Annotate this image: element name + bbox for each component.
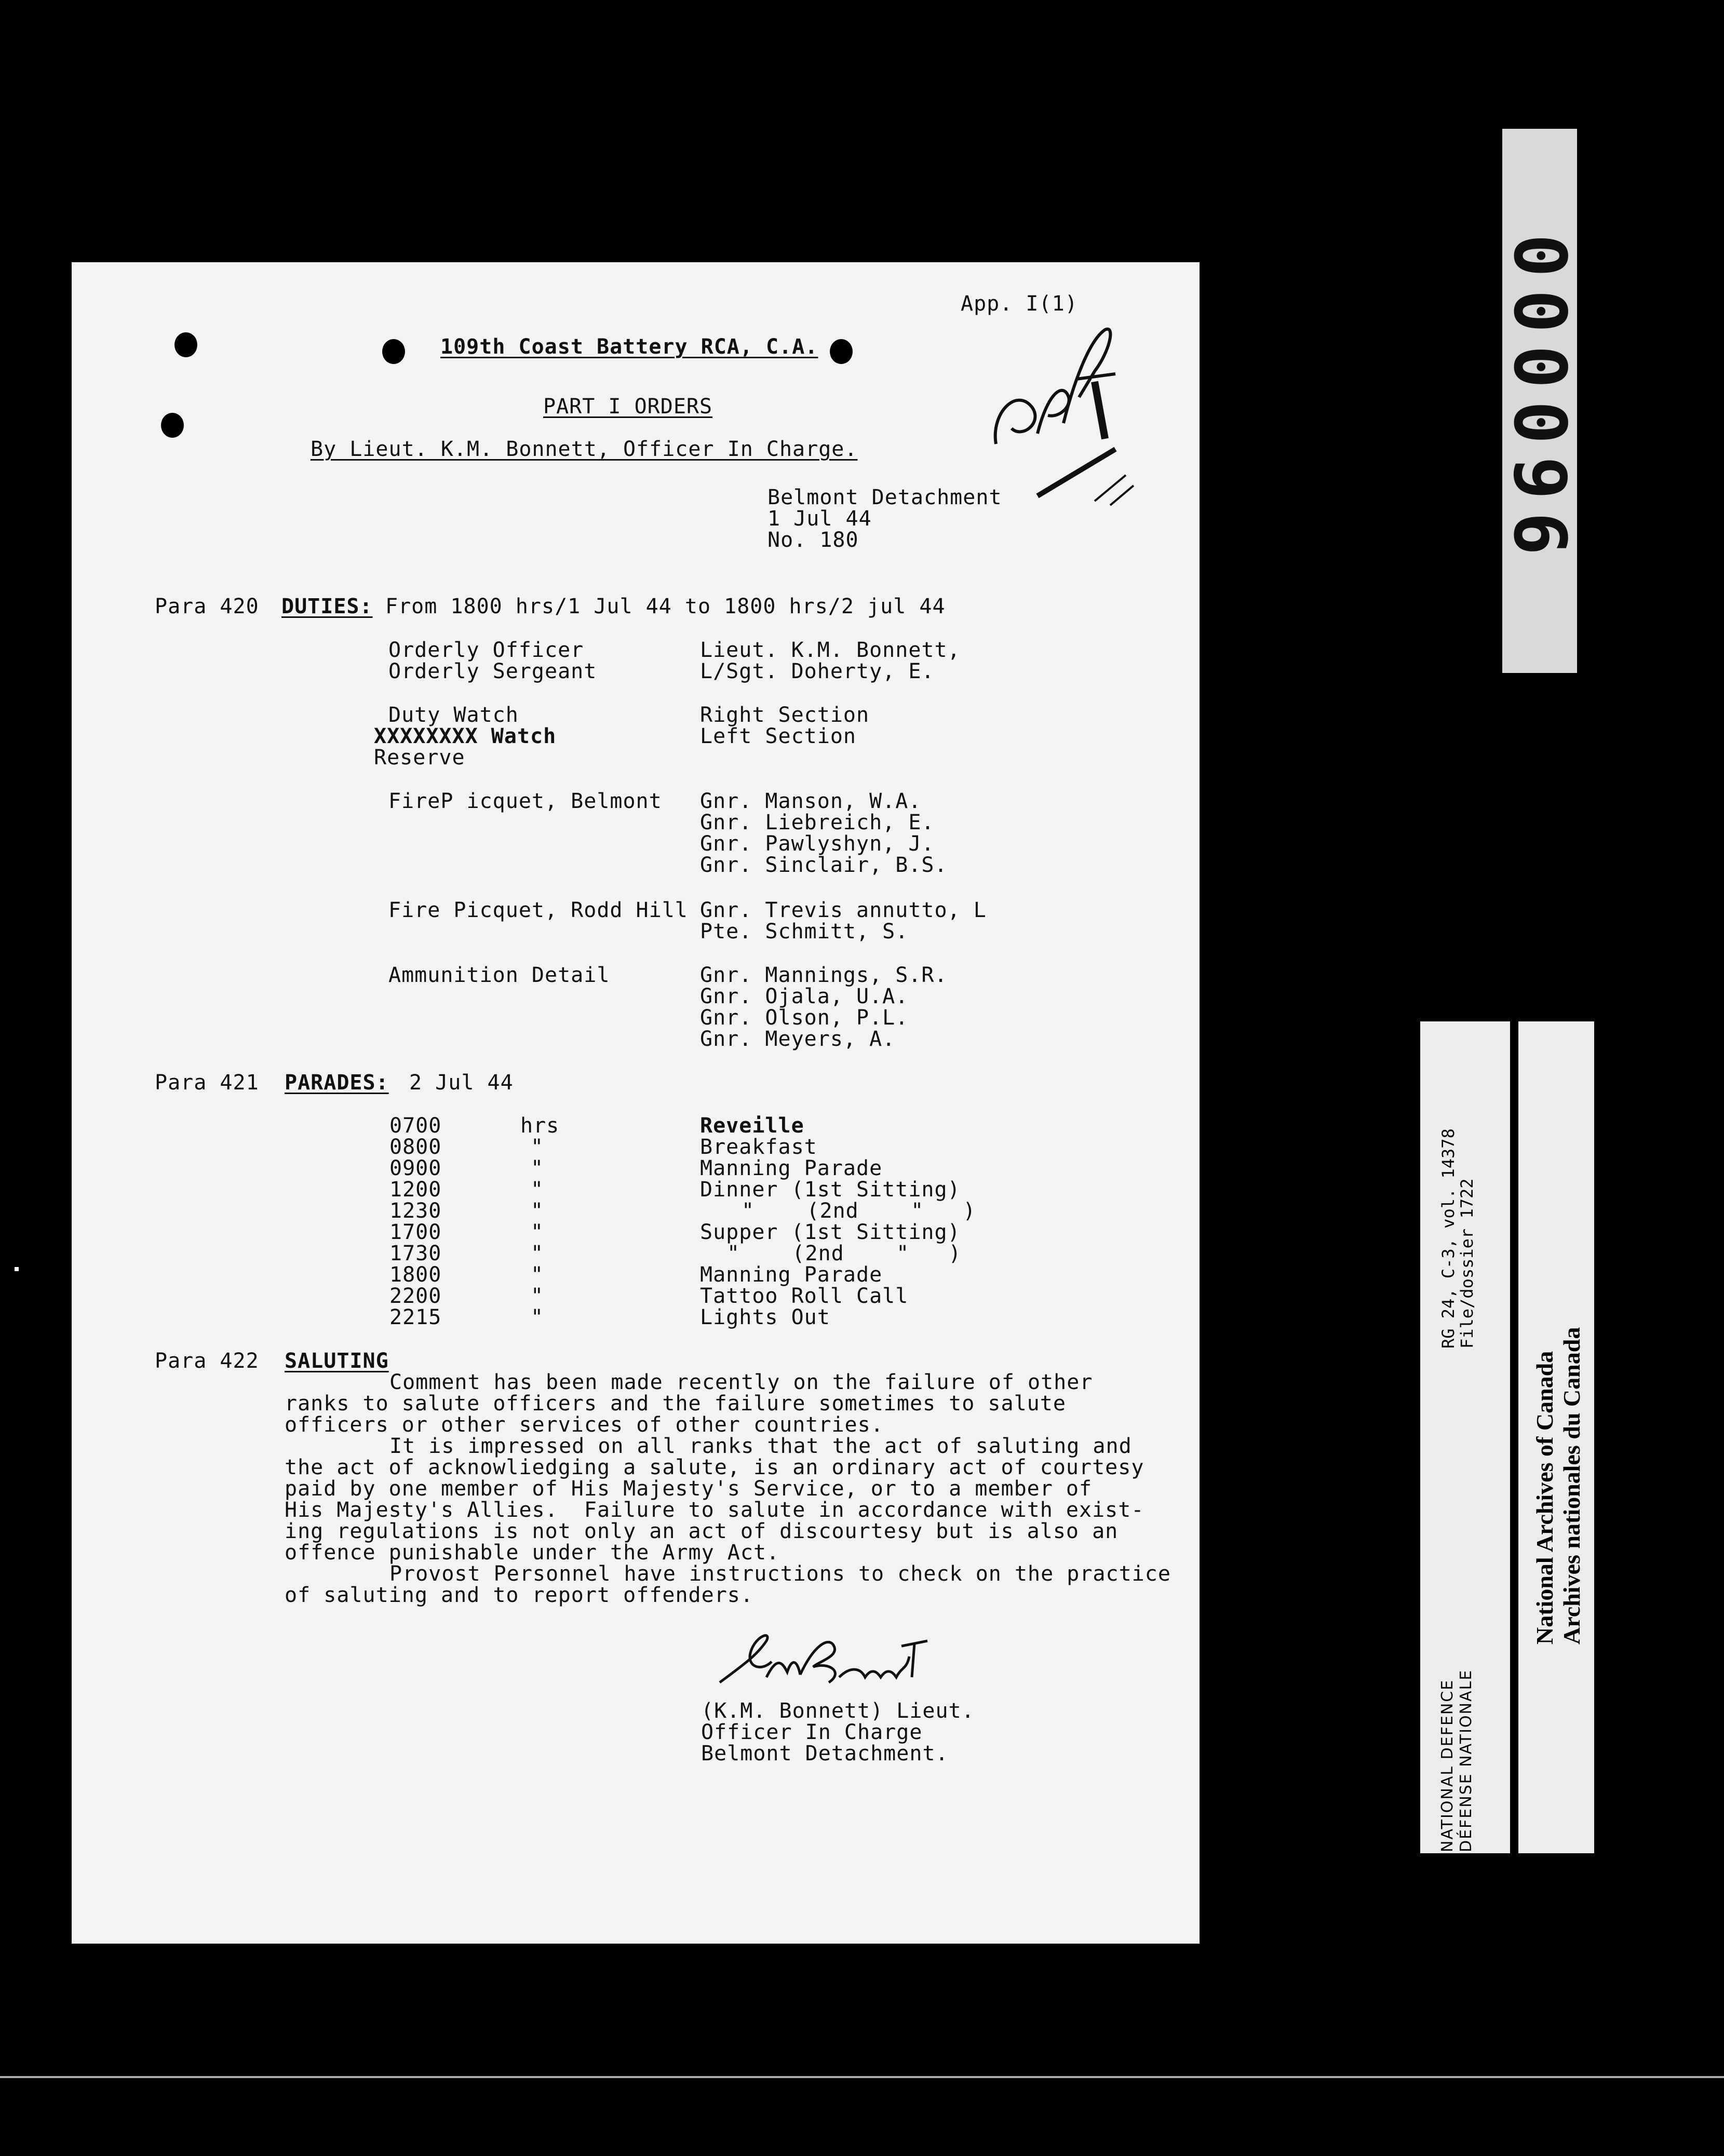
parade-event: " (2nd " ): [742, 1199, 976, 1223]
duty-role: Ammunition Detail: [388, 963, 610, 987]
handwritten-signature: [709, 1625, 938, 1698]
parade-unit: hrs: [520, 1114, 560, 1138]
unit-heading: 109th Coast Battery RCA, C.A.: [440, 335, 818, 359]
parade-time: 1230: [389, 1199, 442, 1223]
frame-number: 000096: [1498, 234, 1582, 568]
scan-artifact: [15, 1267, 19, 1271]
duty-name: L/Sgt. Doherty, E.: [700, 659, 935, 683]
parade-unit: ": [531, 1242, 544, 1265]
para-line: ranks to salute officers and the failure sometimes to salute: [285, 1392, 1066, 1416]
para-line: the act of acknowliedging a salute, is an ordinary act of courtesy: [285, 1456, 1144, 1479]
para-number: Para 422: [155, 1349, 259, 1373]
parade-unit: ": [531, 1199, 544, 1223]
parade-time: 2200: [389, 1284, 442, 1308]
duty-role: Orderly Officer: [388, 638, 584, 662]
archive-reference: File/dossier 1722: [1457, 1178, 1477, 1349]
para-number: Para 420: [155, 595, 259, 618]
order-date: 1 Jul 44: [767, 507, 872, 531]
order-number: No. 180: [767, 528, 859, 552]
para-line: offence punishable under the Army Act.: [285, 1541, 780, 1565]
department-name: NATIONAL DEFENCE: [1438, 1679, 1457, 1852]
archives-label: [1518, 1021, 1594, 1853]
part-heading: PART I ORDERS: [543, 395, 713, 419]
para-line: It is impressed on all ranks that the act of saluting and: [389, 1434, 1132, 1458]
para-line: Provost Personnel have instructions to check on the practice: [389, 1562, 1171, 1586]
duty-role: XXXXXXXX Watch: [374, 724, 557, 748]
parade-time: 0700: [389, 1114, 442, 1138]
archive-reference: RG 24, C-3, vol. 14378: [1438, 1128, 1458, 1349]
punch-hole: [161, 413, 184, 438]
para-number: Para 421: [155, 1071, 259, 1095]
archives-name: National Archives of Canada: [1531, 1351, 1558, 1645]
para-line: Comment has been made recently on the failure of other: [389, 1370, 1093, 1394]
duty-name: Gnr. Mannings, S.R.: [700, 963, 948, 987]
department-label: [1420, 1021, 1514, 1853]
annotation-text: Ref: [986, 319, 987, 320]
parade-time: 1200: [389, 1178, 442, 1202]
para-title: SALUTING: [285, 1349, 389, 1373]
para-line: officers or other services of other countries.: [285, 1413, 884, 1437]
duty-role: Orderly Sergeant: [388, 659, 597, 683]
handwritten-annotation: [986, 319, 1173, 506]
parade-unit: ": [531, 1135, 544, 1159]
parade-unit: ": [531, 1305, 544, 1329]
department-name: DÉFENSE NATIONALE: [1457, 1669, 1475, 1852]
punch-hole: [174, 332, 197, 357]
scan-edge-line: [0, 2076, 1724, 2078]
parade-unit: ": [531, 1156, 544, 1180]
parade-event: Reveille: [700, 1114, 804, 1138]
parade-event: Dinner (1st Sitting): [700, 1178, 961, 1202]
parade-event: Supper (1st Sitting): [700, 1220, 961, 1244]
label-divider: [1510, 1021, 1518, 1853]
document-page: [72, 262, 1200, 1944]
parade-time: 2215: [389, 1305, 442, 1329]
para-line: paid by one member of His Majesty's Service, or to a member of: [285, 1477, 1093, 1501]
duty-name: Lieut. K.M. Bonnett,: [700, 638, 961, 662]
signature-line: (K.M. Bonnett) Lieut.: [701, 1699, 975, 1723]
duty-name: Gnr. Pawlyshyn, J.: [700, 832, 935, 856]
signature-line: Belmont Detachment.: [701, 1742, 949, 1766]
parade-time: 0900: [389, 1156, 442, 1180]
duty-name: Gnr. Trevis annutto, L: [700, 898, 987, 922]
parade-time: 1700: [389, 1220, 442, 1244]
para-subtitle: From 1800 hrs/1 Jul 44 to 1800 hrs/2 jul 44: [385, 595, 946, 618]
detachment-location: Belmont Detachment: [767, 486, 1002, 509]
parade-time: 0800: [389, 1135, 442, 1159]
duty-role: Fire Picquet, Rodd Hill: [388, 898, 688, 922]
duty-name: Gnr. Meyers, A.: [700, 1027, 896, 1051]
parade-event: Lights Out: [700, 1305, 830, 1329]
duty-name: Left Section: [700, 724, 856, 748]
duty-name: Gnr. Sinclair, B.S.: [700, 853, 948, 877]
parade-unit: ": [531, 1263, 544, 1287]
duty-name: Pte. Schmitt, S.: [700, 920, 909, 944]
parade-unit: ": [531, 1284, 544, 1308]
signature-line: Officer In Charge: [701, 1720, 923, 1744]
parade-unit: ": [531, 1220, 544, 1244]
para-subtitle: 2 Jul 44: [409, 1071, 514, 1095]
parade-unit: ": [531, 1178, 544, 1202]
para-title: DUTIES:: [281, 595, 373, 618]
duty-name: Right Section: [700, 703, 870, 727]
punch-hole: [382, 339, 405, 364]
para-title: PARADES:: [285, 1071, 389, 1095]
punch-hole: [830, 339, 853, 364]
duty-name: Gnr. Olson, P.L.: [700, 1006, 909, 1030]
archives-name: Archives nationales du Canada: [1558, 1327, 1585, 1645]
duty-role: Reserve: [374, 746, 465, 770]
parade-time: 1800: [389, 1263, 442, 1287]
duty-name: Gnr. Liebreich, E.: [700, 811, 935, 834]
para-line: His Majesty's Allies. Failure to salute in accordance with exist-: [285, 1498, 1144, 1522]
duty-name: Gnr. Ojala, U.A.: [700, 985, 909, 1008]
parade-event: Tattoo Roll Call: [700, 1284, 909, 1308]
by-line: By Lieut. K.M. Bonnett, Officer In Charge.: [311, 437, 858, 461]
duty-role: FireP icquet, Belmont: [388, 789, 662, 813]
parade-event: Manning Parade: [700, 1263, 883, 1287]
parade-event: Breakfast: [700, 1135, 817, 1159]
frame-number-strip: [1498, 129, 1582, 673]
duty-role: Duty Watch: [388, 703, 519, 727]
para-line: of saluting and to report offenders.: [285, 1583, 753, 1607]
parade-event: " (2nd " ): [727, 1242, 962, 1265]
duty-name: Gnr. Manson, W.A.: [700, 789, 922, 813]
appendix-ref: App. I(1): [961, 292, 1078, 316]
parade-time: 1730: [389, 1242, 442, 1265]
para-line: ing regulations is not only an act of discourtesy but is also an: [285, 1519, 1119, 1543]
parade-event: Manning Parade: [700, 1156, 883, 1180]
